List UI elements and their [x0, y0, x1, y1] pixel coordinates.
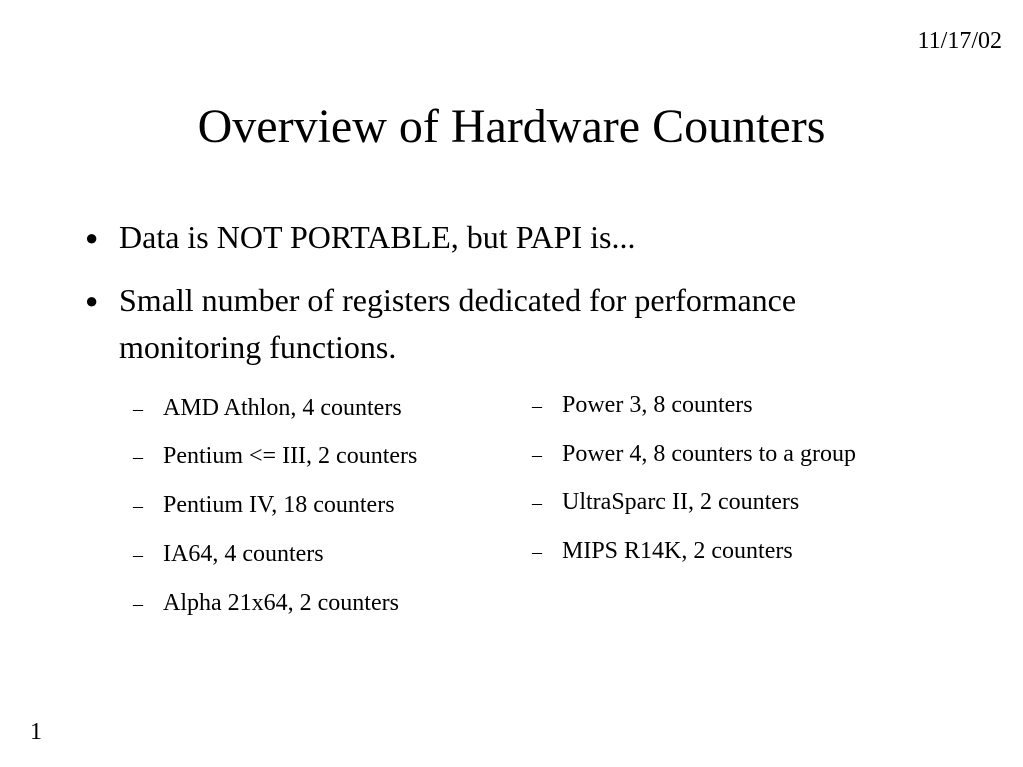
sub-item-alpha	[133, 588, 399, 619]
dash-icon: –	[133, 398, 143, 420]
dash-icon: –	[133, 446, 143, 468]
sub-item-text: Power 3, 8 counters	[562, 392, 753, 418]
dash-icon: –	[532, 444, 542, 466]
sub-item-text: Alpha 21x64, 2 counters	[163, 590, 399, 616]
sub-item-text: MIPS R14K, 2 counters	[562, 538, 793, 564]
sub-item-mips	[532, 536, 793, 567]
sub-item-pentium-iii	[133, 441, 417, 472]
sub-item-text: UltraSparc II, 2 counters	[562, 489, 800, 515]
bullet-text: Data is NOT PORTABLE, but PAPI is...	[119, 219, 636, 255]
sub-item-ultrasparc	[532, 487, 799, 518]
slide-title: Overview of Hardware Counters	[197, 100, 826, 153]
sub-item-pentium-iv	[133, 490, 395, 521]
dash-icon: –	[532, 395, 542, 417]
sub-item-power3	[532, 390, 753, 421]
bullet-dot-icon: ●	[85, 225, 99, 250]
sub-item-text: Power 4, 8 counters to a group	[562, 441, 856, 467]
sub-item-text: Pentium IV, 18 counters	[163, 492, 395, 518]
bullet-item-portability	[85, 214, 885, 261]
page-number: 1	[30, 719, 42, 745]
sub-item-amd-athlon	[133, 393, 402, 424]
dash-icon: –	[133, 495, 143, 517]
dash-icon: –	[532, 541, 542, 563]
sub-item-text: AMD Athlon, 4 counters	[163, 395, 402, 421]
bullet-text: Small number of registers dedicated for performance monitoring functions.	[119, 282, 797, 365]
sub-item-text: IA64, 4 counters	[163, 541, 324, 567]
dash-icon: –	[133, 593, 143, 615]
bullet-item-registers	[85, 277, 885, 371]
sub-item-ia64	[133, 539, 324, 570]
slide-date: 11/17/02	[917, 28, 1002, 54]
sub-item-power4	[532, 439, 856, 470]
dash-icon: –	[133, 544, 143, 566]
sub-item-text: Pentium <= III, 2 counters	[163, 443, 418, 469]
bullet-dot-icon: ●	[85, 288, 99, 313]
dash-icon: –	[532, 492, 542, 514]
